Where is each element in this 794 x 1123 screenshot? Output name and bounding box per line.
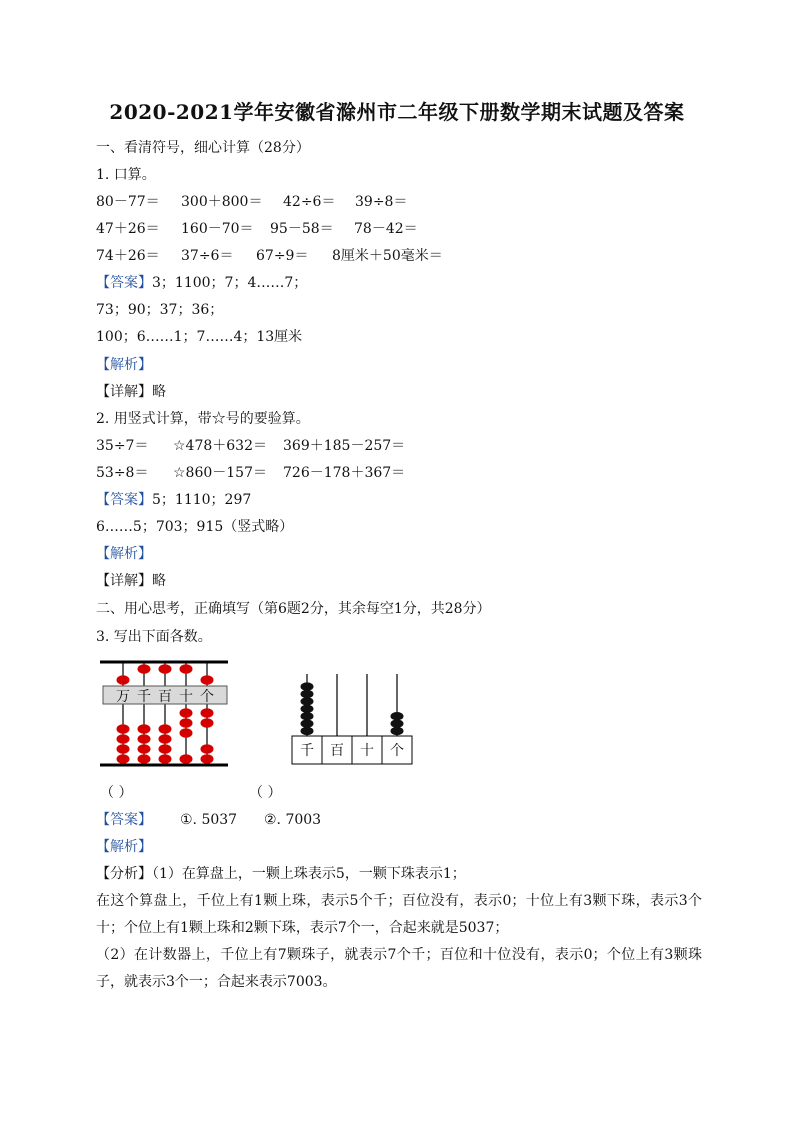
abacus-upper-bead xyxy=(180,664,193,674)
abacus-place-label: 千 xyxy=(137,689,151,705)
answer-blank-2[interactable]: （ ） xyxy=(249,785,282,801)
counter-bead xyxy=(301,682,314,690)
answer-tag: 【答案】 xyxy=(96,275,152,291)
abacus-lower-bead xyxy=(180,728,193,738)
answer-text: 3；1100；7；4……7； xyxy=(152,275,308,291)
abacus-lower-bead xyxy=(138,744,151,754)
answer-text: 5；1110；297 xyxy=(152,492,252,508)
fenxi-text: （1）在算盘上，一颗上珠表示5，一颗下珠表示1； xyxy=(152,866,466,882)
q1-cell: 80－77＝ xyxy=(96,194,160,210)
abacus-lower-bead xyxy=(138,724,151,734)
q1-answer-line-3: 100；6……1；7……4；13厘米 xyxy=(96,329,303,345)
q1-row-3 xyxy=(96,246,716,266)
abacus-lower-bead xyxy=(201,708,214,718)
q2-cell: ☆860－157＝ xyxy=(173,465,267,481)
q2-label: 2. 用竖式计算，带☆号的要验算。 xyxy=(96,411,310,427)
counter-bead xyxy=(301,712,314,720)
abacus-lower-bead xyxy=(138,734,151,744)
counter-bead xyxy=(391,719,404,727)
counter-bead xyxy=(391,727,404,735)
q3-fenxi-paragraph-2: 在这个算盘上，千位上有1颗上珠，表示5个千；百位没有，表示0；十位上有3颗下珠，表示3个十；个位上有1颗上珠和2颗下珠，表示7个一，合起来就是5037； xyxy=(96,893,702,936)
counter-figure xyxy=(290,672,416,768)
q1-cell: 95－58＝ xyxy=(270,221,334,237)
abacus-place-label: 十 xyxy=(179,689,193,705)
abacus-lower-bead xyxy=(159,724,172,734)
document-title: 2020-2021学年安徽省滁州市二年级下册数学期末试题及答案 xyxy=(109,100,685,124)
q1-answer-line-2: 73；90；37；36； xyxy=(96,302,224,318)
answer-tag: 【答案】 xyxy=(96,812,152,828)
detail-tag: 【详解】 xyxy=(96,573,152,589)
q2-analysis-tag: 【解析】 xyxy=(96,546,152,562)
q1-analysis-tag: 【解析】 xyxy=(96,357,152,373)
counter-bead xyxy=(301,697,314,705)
q1-cell: 300＋800＝ xyxy=(181,194,263,210)
abacus-place-label: 个 xyxy=(200,689,214,705)
q1-label: 1. 口算。 xyxy=(96,167,156,183)
q3-answer xyxy=(96,810,416,830)
q2-answer xyxy=(96,490,251,510)
section2-heading: 二、用心思考，正确填写（第6题2分，其余每空1分，共28分） xyxy=(96,601,491,617)
q2-cell: ☆478＋632＝ xyxy=(173,438,267,454)
q3-label: 3. 写出下面各数。 xyxy=(96,629,212,645)
q1-answer xyxy=(96,273,307,293)
abacus-lower-bead xyxy=(201,744,214,754)
counter-place-label: 十 xyxy=(360,743,374,759)
q1-row-1 xyxy=(96,192,716,212)
q1-cell: 47＋26＝ xyxy=(96,221,160,237)
q2-detail xyxy=(96,571,166,591)
abacus-lower-bead xyxy=(180,708,193,718)
abacus-lower-bead xyxy=(159,744,172,754)
section1-heading: 一、看清符号，细心计算（28分） xyxy=(96,140,310,156)
q3-analysis-tag: 【解析】 xyxy=(96,839,152,855)
counter-bead xyxy=(301,719,314,727)
counter-place-label: 个 xyxy=(390,743,404,759)
abacus-lower-bead xyxy=(201,718,214,728)
abacus-lower-bead xyxy=(117,734,130,744)
counter-bead xyxy=(301,690,314,698)
fenxi-tag: 【分析】 xyxy=(96,866,152,882)
abacus-upper-bead xyxy=(138,664,151,674)
abacus-place-label: 万 xyxy=(116,689,130,705)
q2-answer-line-2: 6……5；703；915（竖式略） xyxy=(96,519,294,535)
q1-cell: 37÷6＝ xyxy=(181,248,234,264)
abacus-lower-bead xyxy=(117,744,130,754)
abacus-lower-bead xyxy=(180,718,193,728)
q2-cell: 369＋185－257＝ xyxy=(283,438,406,454)
q1-detail xyxy=(96,382,166,402)
counter-place-label: 百 xyxy=(330,743,344,759)
abacus-lower-bead xyxy=(117,754,130,764)
abacus-place-label: 百 xyxy=(158,689,172,705)
q2-row-2 xyxy=(96,463,716,483)
abacus-lower-bead xyxy=(159,734,172,744)
q2-cell: 726－178＋367＝ xyxy=(283,465,406,481)
detail-text: 略 xyxy=(152,384,166,400)
detail-text: 略 xyxy=(152,573,166,589)
answer-value-2: ②. 7003 xyxy=(264,812,322,828)
q1-cell: 74＋26＝ xyxy=(96,248,160,264)
q1-cell: 39÷8＝ xyxy=(355,194,408,210)
abacus-lower-bead xyxy=(138,754,151,764)
abacus-figure xyxy=(100,655,230,770)
counter-place-label: 千 xyxy=(300,743,314,759)
q2-row-1 xyxy=(96,436,716,456)
abacus-upper-bead xyxy=(117,675,130,685)
q1-cell: 160－70＝ xyxy=(181,221,254,237)
q1-cell: 78－42＝ xyxy=(354,221,418,237)
q3-fenxi-paragraph-3: （2）在计数器上，千位上有7颗珠子，就表示7个千；百位和十位没有，表示0；个位上有3颗珠子，就表示3个一；合起来表示7003。 xyxy=(96,947,702,990)
abacus-lower-bead xyxy=(159,754,172,764)
counter-bead xyxy=(391,712,404,720)
q1-cell: 42÷6＝ xyxy=(283,194,336,210)
q1-row-2 xyxy=(96,219,716,239)
abacus-lower-bead xyxy=(201,754,214,764)
q1-cell: 67÷9＝ xyxy=(256,248,309,264)
answer-tag: 【答案】 xyxy=(96,492,152,508)
abacus-upper-bead xyxy=(201,675,214,685)
abacus-lower-bead xyxy=(117,724,130,734)
q2-cell: 53÷8＝ xyxy=(96,465,149,481)
q1-cell: 8厘米＋50毫米＝ xyxy=(332,248,443,264)
counter-bead xyxy=(301,727,314,735)
answer-blank-1[interactable]: （ ） xyxy=(100,785,133,801)
detail-tag: 【详解】 xyxy=(96,384,152,400)
q3-fenxi-line-1 xyxy=(96,864,466,884)
counter-bead xyxy=(301,705,314,713)
abacus-upper-bead xyxy=(159,664,172,674)
q2-cell: 35÷7＝ xyxy=(96,438,149,454)
answer-value-1: ①. 5037 xyxy=(180,812,238,828)
abacus-lower-bead xyxy=(180,754,193,764)
